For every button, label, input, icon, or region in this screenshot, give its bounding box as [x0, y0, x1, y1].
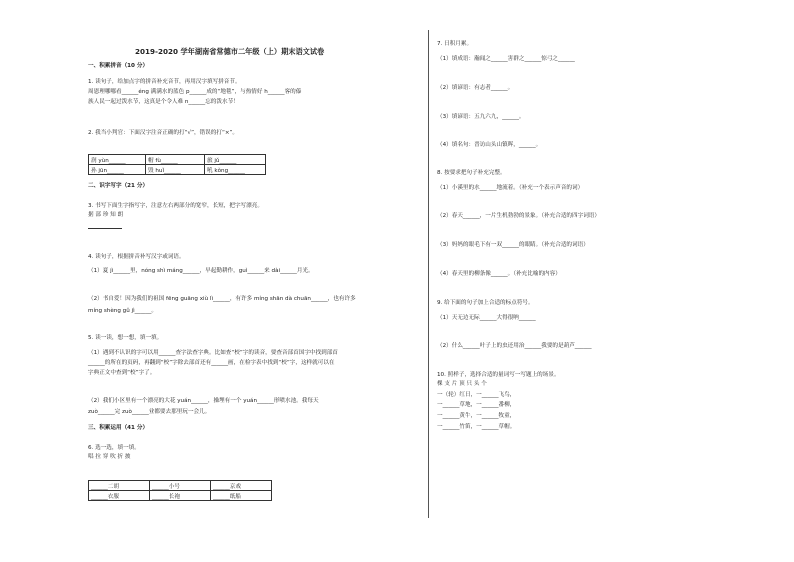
question-1-line-2: 族人民一起过泼水节，这真是个令人难 n______忘的泼水节！	[88, 99, 239, 105]
table-cell: ______衣服	[89, 491, 150, 501]
section-heading-2: 二、识字写字（21 分）	[88, 183, 149, 189]
question-1-line-1: 周恩理哪哪看______éng 满满水的蓝色 p______成的“地毯”，与热情好 h______客的傣	[88, 89, 302, 95]
table-cell: 帽 fù______	[146, 155, 205, 165]
section-heading-1: 一、积累拼音（10 分）	[88, 63, 149, 69]
table-cell: ______二胡	[89, 481, 150, 491]
question-10-characters: 棵 支 片 顶 只 头 个	[437, 381, 487, 387]
section-heading-3: 三、积累运用（41 分）	[88, 425, 149, 431]
question-2-table	[88, 154, 266, 175]
table-cell: 旅 jǔ______	[205, 155, 266, 165]
question-10-line-1: 一（轮）红日，一______飞鸟，	[437, 392, 516, 398]
table-cell: 润 yùn______	[89, 155, 146, 165]
table-cell: 孙 jūn______	[89, 165, 146, 175]
question-7-line-4: （4）填名句：晋访山头山镇晖，______。	[437, 142, 542, 148]
question-8-line-2: （2）春天______，一片生机勃勃的景象。（补充合适的四字词语）	[437, 213, 600, 219]
question-8-line-3: （3）妈妈的眼毛下有一双______的眼睛。（补充合适的词语）	[437, 242, 589, 248]
answer-line	[88, 228, 122, 229]
table-cell: ______长袍	[150, 491, 211, 501]
table-cell: ______小号	[150, 481, 211, 491]
question-1-heading: 1. 读句子，给加点字的拼音补充音节，再用汉字填写拼音节。	[88, 79, 241, 85]
question-10-heading: 10. 照样子，选择合适的量词写一写题上的场景。	[437, 372, 560, 378]
question-4-line-1: （1）夏 jì______里，nóng shì máng______，早起勤耕作，guì______来 dài______月光。	[88, 268, 314, 274]
question-7-line-2: （2）填谚语：有志者______。	[437, 85, 514, 91]
question-7-heading: 7. 日积月累。	[437, 41, 473, 47]
question-6-table	[88, 480, 272, 501]
question-5-line-1: （1）遇到不认识的字可以用______查字法查字典。比如查“校”字的读音，要查音部首国字中找到部首	[88, 350, 338, 356]
question-8-line-4: （4）春天里的柳条像______。（补充比喻的内容）	[437, 271, 561, 277]
table-cell: 吼 kǒng______	[205, 165, 266, 175]
question-3-characters: 据 部 珍 知 朗	[88, 212, 124, 218]
question-8-line-1: （1）小溪里的水______地流着。（补充一个表示声音的词）	[437, 185, 584, 191]
question-9-heading: 9. 给下面的句子加上合适的标点符号。	[437, 300, 534, 306]
page-title: 2019-2020 学年湖南省常德市二年级（上）期末语文试卷	[135, 47, 325, 56]
question-4-line-3: míng shèng gǔ jì______。	[88, 308, 158, 314]
question-9-line-2: （2）什么______叶子上的虫还用治______我要的是葫芦______	[437, 343, 592, 349]
question-10-line-4: 一______竹笛，一______草帽。	[437, 424, 516, 430]
column-divider	[428, 30, 429, 518]
question-5-line-4: （2）我们小区里有一个漂亮的大花 yuán______，操埋有一个 yuán______形喷水池。我每天	[88, 398, 319, 404]
question-4-line-2: （2）书自爱！因为我们的祖国 fēng guāng xiù lì______，有许多 míng shān dà chuān______，也有许多	[88, 296, 356, 302]
question-2-heading: 2. 我当小判官：下面汉字注音正确的打“√”，错误的打“×”。	[88, 130, 239, 136]
question-8-heading: 8. 按要求把句子补充完整。	[437, 170, 506, 176]
question-6-heading: 6. 选一选，填一填。	[88, 445, 140, 451]
table-cell: ______京戏	[211, 481, 272, 491]
question-10-line-3: 一______黄牛，一______牧童，	[437, 413, 516, 419]
question-9-line-1: （1）天无边无际______大得很呐______	[437, 315, 536, 321]
question-3-heading: 3. 书写下面生字指写字，注意左右两部分的宽窄，长短，把字写漂亮。	[88, 203, 263, 209]
question-4-heading: 4. 读句子，根据拼音补写汉字或词语。	[88, 254, 185, 260]
question-5-line-2: ______的所在的页码，再翻到“校”字除去部首还有______画，在检字表中找到“校”字，这样就可以在	[88, 360, 335, 366]
question-7-line-3: （3）填谚语：五九六九，______。	[437, 114, 525, 120]
question-7-line-1: （1）填成语：瀚闻之______害群之______惊弓之______	[437, 56, 575, 62]
question-5-heading: 5. 读一读，想一想，填一填。	[88, 335, 163, 341]
question-10-line-2: 一______草地，一______番柳，	[437, 402, 516, 408]
table-cell: ______纸船	[211, 491, 272, 501]
table-cell: 毁 huǐ______	[146, 165, 205, 175]
question-6-characters: 唱 拉 穿 吹 折 披	[88, 454, 131, 460]
question-5-line-3: 字典正文中查到“校”字了。	[88, 370, 156, 376]
question-5-line-5: zuò______完 zuò______业都要去那里玩一会儿。	[88, 409, 211, 415]
